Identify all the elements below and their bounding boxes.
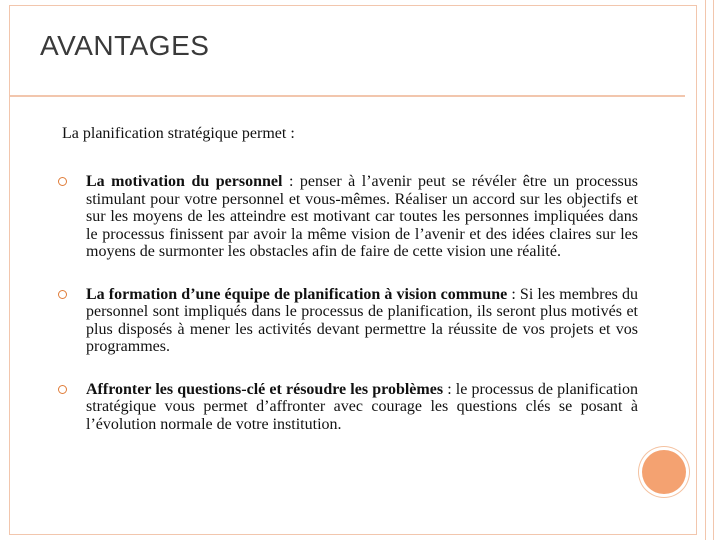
bullet-body: : Si les membres du personnel sont impliqués dans le processus de planification, ils seront plus motivés et plus disposés à mener les activités devant permettre la réussite de vos projets et vos programmes. xyxy=(86,285,638,355)
bullet-text xyxy=(86,381,638,434)
hollow-circle-bullet-icon xyxy=(58,290,67,299)
bullet-item xyxy=(58,381,638,434)
bullet-lead: La formation d’une équipe de planification à vision commune xyxy=(86,285,508,303)
intro-text: La planification stratégique permet : xyxy=(62,125,295,142)
bullet-body: : le processus de planification stratégique vous permet d’affronter avec courage les questions clés se posant à l’évolution normale de votre institution. xyxy=(86,380,638,433)
bullet-lead: La motivation du personnel xyxy=(86,173,283,190)
orange-circle-icon xyxy=(642,450,686,494)
bullet-list xyxy=(58,173,638,433)
title-divider xyxy=(10,95,685,97)
slide-title: AVANTAGES xyxy=(40,30,210,61)
bullet-text xyxy=(86,173,638,261)
hollow-circle-bullet-icon xyxy=(58,177,67,186)
bullet-item xyxy=(58,286,638,356)
hollow-circle-bullet-icon xyxy=(58,385,67,394)
bullet-item xyxy=(58,173,638,261)
bullet-lead: Affronter les questions-clé et résoudre les problèmes xyxy=(86,380,444,398)
right-edge-line xyxy=(705,0,706,540)
right-edge-line-outer xyxy=(713,0,714,540)
bullet-text xyxy=(86,286,638,356)
bullet-body: : penser à l’avenir peut se révéler être un processus stimulant pour votre personnel et vous-mêmes. Réaliser un accord sur les objectifs et sur les moyens de les atteindre est motivant car toutes les personnes impliquées dans le processus finissent par avoir la même vision de l’avenir et des idées claires sur les moyens de surmonter les obstacles afin de faire de cette vision une réalité. xyxy=(86,173,638,260)
